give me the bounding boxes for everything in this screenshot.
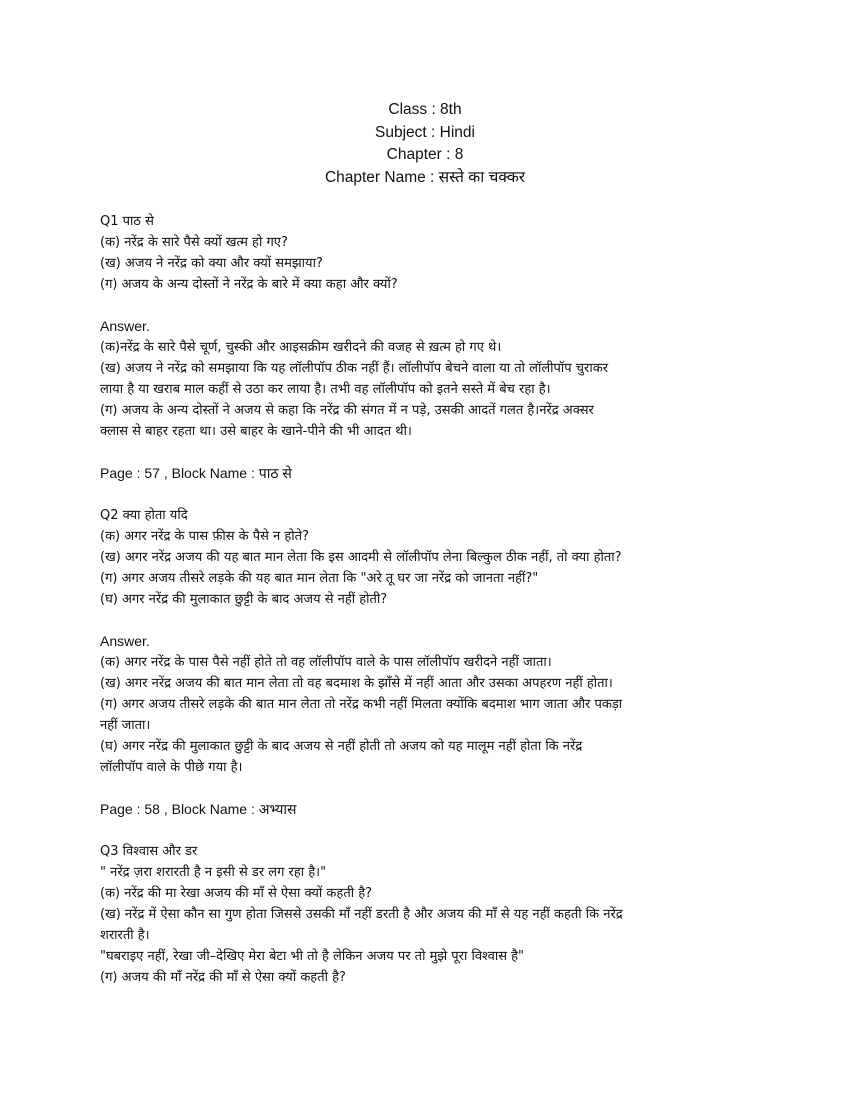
q1-question: (ग) अजय के अन्य दोस्तों ने नरेंद्र के बारे में क्या कहा और क्यों? [100,277,398,292]
q1-question: (क) नरेंद्र के सारे पैसे क्यों खत्म हो गए? [100,235,288,250]
spacer [100,484,760,505]
q1-answer-line: (ग) अजय के अन्य दोस्तों ने अजय से कहा कि नरेंद्र की संगत में न पड़े, उसकी आदतें गलत है।नरेंद्र अक्सर [100,403,594,418]
q2-answer-line: (घ) अगर नरेंद्र की मुलाकात छुट्टी के बाद अजय से नहीं होती तो अजय को यह मालूम नहीं होता कि नरेंद्र [100,739,583,754]
q3-line: (क) नरेंद्र की मा रेखा अजय की माँ से ऐसा क्यों कहती है? [100,886,373,901]
q3-line: शरारती है। [100,928,150,943]
q3-heading: Q3 विश्वास और डर [100,844,198,859]
q2-question: (क) अगर नरेंद्र के पास फ़ीस के पैसे न होते? [100,529,309,544]
class-line: Class : 8th [388,101,462,118]
q1-answer-line: (क)नरेंद्र के सारे पैसे चूर्ण, चुस्की और आइसक्रीम खरीदने की वजह से ख़त्म हो गए थे। [100,340,502,355]
subject-line: Subject : Hindi [375,123,475,141]
q3-line: " नरेंद्र ज़रा शरारती है न इसी से डर लग रहा है।" [100,865,327,880]
q1-page-block: Page : 57 , Block Name : पाठ से [100,465,292,481]
q2-answer-line: (क) अगर नरेंद्र के पास पैसे नहीं होते तो वह लॉलीपॉप वाले के पास लॉलीपॉप खरीदने नहीं जाता। [100,655,552,670]
q2-question: (ग) अगर अजय तीसरे लड़के की यह बात मान लेता कि "अरे तू घर जा नरेंद्र को जानता नहीं?" [100,571,539,586]
document-body [100,211,760,988]
q1-question: (ख) अजय ने नरेंद्र को क्या और क्यों समझाया? [100,256,323,271]
q2-question: (ख) अगर नरेंद्र अजय की यह बात मान लेता कि इस आदमी से लॉलीपॉप लेना बिल्कुल ठीक नहीं, तो क्या होता? [100,550,622,565]
q2-answer-line: लॉलीपॉप वाले के पीछे गया है। [100,760,243,775]
spacer [100,442,760,463]
q2-page-block: Page : 58 , Block Name : अभ्यास [100,801,297,817]
q1-answer-line: लाया है या खराब माल कहीं से उठा कर लाया है। तभी वह लॉलीपॉप को इतने सस्ते में बेच रहा है। [100,382,551,397]
q3-line: (ख) नरेंद्र में ऐसा कौन सा गुण होता जिससे उसकी माँ नहीं डरती है और अजय की माँ से यह नहीं कहती कि नरेंद्र [100,907,623,922]
spacer [100,295,760,316]
q3-line: "घबराइए नहीं, रेखा जी–देखिए मेरा बेटा भी तो है लेकिन अजय पर तो मुझे पूरा विश्वास है" [100,949,525,964]
chapter-name-line: Chapter Name : सस्ते का चक्कर [324,168,526,186]
q2-answer-line: (ख) अगर नरेंद्र अजय की बात मान लेता तो वह बदमाश के झाँसे में नहीं आता और उसका अपहरण नहीं होता। [100,676,613,691]
q2-heading: Q2 क्या होता यदि [100,508,188,523]
q1-answer-line: क्लास से बाहर रहता था। उसे बाहर के खाने-पीने की भी आदत थी। [100,424,412,439]
q2-answer-label: Answer. [100,633,150,649]
spacer [100,820,760,841]
chapter-line: Chapter : 8 [386,146,464,163]
spacer [100,610,760,631]
spacer [100,778,760,799]
q3-line: (ग) अजय की माँ नरेंद्र की माँ से ऐसा क्यों कहती है? [100,970,346,985]
q2-answer-line: (ग) अगर अजय तीसरे लड़के की बात मान लेता तो नरेंद्र कभी नहीं मिलता क्योंकि बदमाश भाग जाता और पकड़ा [100,697,623,712]
document-header [0,99,850,189]
q1-answer-label: Answer. [100,318,150,334]
q2-question: (घ) अगर नरेंद्र की मुलाकात छुट्टी के बाद अजय से नहीं होती? [100,592,388,607]
q1-answer-line: (ख) अजय ने नरेंद्र को समझाया कि यह लॉलीपॉप ठीक नहीं हैं। लॉलीपॉप बेचने वाला या तो लॉलीपॉप चुराकर [100,361,609,376]
q1-heading: Q1 पाठ से [100,214,154,229]
q2-answer-line: नहीं जाता। [100,718,151,733]
